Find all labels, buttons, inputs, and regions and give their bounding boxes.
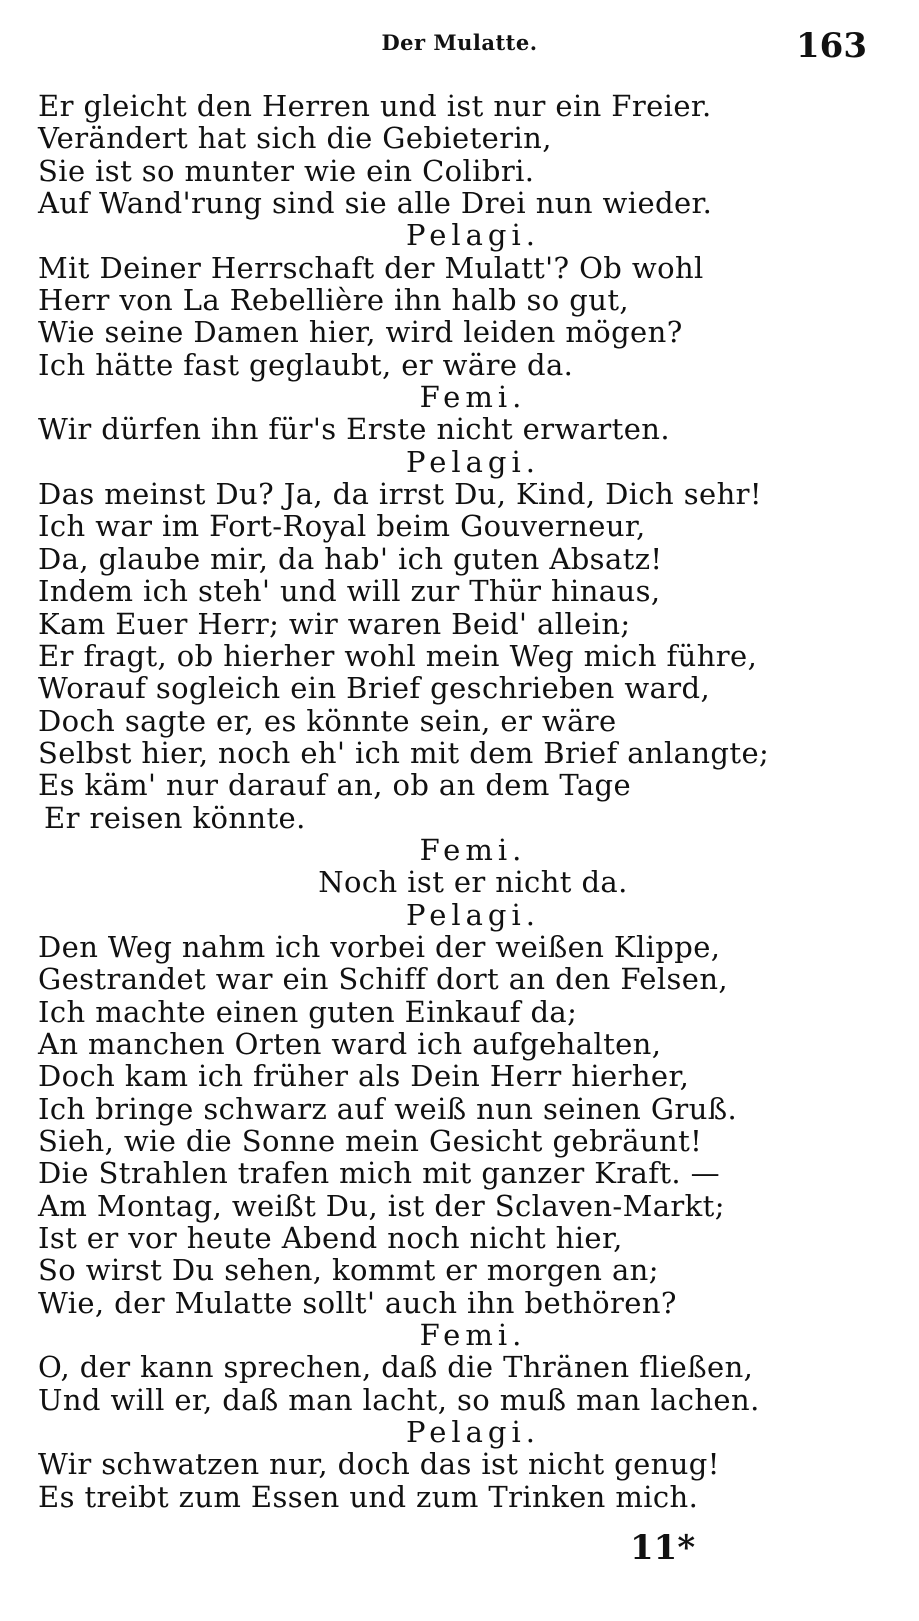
verse-line: Wir schwatzen nur, doch das ist nicht genug! xyxy=(38,1447,720,1482)
speaker-name: Femi. xyxy=(419,1318,527,1353)
verse-line: Sieh, wie die Sonne mein Gesicht gebräunt! xyxy=(38,1124,703,1158)
verse-line: Sie ist so munter wie ein Colibri. xyxy=(38,153,535,188)
verse-line: Verändert hat sich die Gebieterin, xyxy=(38,121,552,156)
verse-line: Wir dürfen ihn für's Erste nicht erwarten. xyxy=(38,412,670,447)
verse-line-centered: Noch ist er nicht da. xyxy=(318,865,628,900)
speaker-name: Pelagi. xyxy=(406,218,540,253)
running-title: Der Mulatte. xyxy=(381,30,538,55)
verse-line: O, der kann sprechen, daß die Thränen fließen, xyxy=(38,1350,754,1385)
page-number: 163 xyxy=(796,26,867,66)
verse-line: Es käm' nur darauf an, ob an dem Tage xyxy=(38,768,632,803)
verse-line: Ich bringe schwarz auf weiß nun seinen Gruß. xyxy=(38,1091,738,1126)
speaker-name: Pelagi. xyxy=(406,444,540,479)
verse-line: Den Weg nahm ich vorbei der weißen Klippe, xyxy=(38,929,721,964)
verse-line: Selbst hier, noch eh' ich mit dem Brief anlangte; xyxy=(38,735,770,770)
verse-line: Ich hätte fast geglaubt, er wäre da. xyxy=(38,347,574,382)
speaker-name: Pelagi. xyxy=(406,897,540,932)
verse-line: Kam Euer Herr; wir waren Beid' allein; xyxy=(38,606,631,641)
verse-line: Das meinst Du? Ja, da irrst Du, Kind, Dich sehr! xyxy=(38,477,762,512)
verse-line: Auf Wand'rung sind sie alle Drei nun wieder. xyxy=(38,186,713,221)
speaker-name: Femi. xyxy=(419,380,527,415)
verse-line: Da, glaube mir, da hab' ich guten Absatz! xyxy=(38,541,663,576)
verse-line: Worauf sogleich ein Brief geschrieben ward, xyxy=(38,671,711,706)
verse-line: Ich war im Fort-Royal beim Gouverneur, xyxy=(38,509,646,544)
speaker-name: Pelagi. xyxy=(406,1415,540,1450)
verse-line: Ist er vor heute Abend noch nicht hier, xyxy=(38,1221,623,1256)
verse-line: Herr von La Rebellière ihn halb so gut, xyxy=(38,283,629,318)
verse-line: Wie, der Mulatte sollt' auch ihn bethören? xyxy=(38,1285,677,1320)
verse-line: Wie seine Damen hier, wird leiden mögen? xyxy=(38,315,683,350)
verse-line: Indem ich steh' und will zur Thür hinaus, xyxy=(38,574,661,609)
verse-line: An manchen Orten ward ich aufgehalten, xyxy=(38,1026,662,1061)
signature-mark: 11* xyxy=(630,1528,696,1568)
speaker-name: Femi. xyxy=(419,832,527,867)
verse-line: Mit Deiner Herrschaft der Mulatt'? Ob wohl xyxy=(38,250,704,285)
verse-line: Und will er, daß man lacht, so muß man lachen. xyxy=(38,1382,760,1417)
verse-line: Die Strahlen trafen mich mit ganzer Kraft. — xyxy=(38,1156,721,1191)
verse-line: Er reisen könnte. xyxy=(44,800,306,835)
verse-line: Ich machte einen guten Einkauf da; xyxy=(38,994,578,1029)
play-text xyxy=(38,90,888,1513)
verse-line: Es treibt zum Essen und zum Trinken mich. xyxy=(38,1479,699,1514)
verse-line: Doch kam ich früher als Dein Herr hierher, xyxy=(38,1059,690,1094)
verse-line: Er fragt, ob hierher wohl mein Weg mich führe, xyxy=(38,638,758,673)
verse-line: Doch sagte er, es könnte sein, er wäre xyxy=(38,703,617,738)
verse-line: Er gleicht den Herren und ist nur ein Freier. xyxy=(38,89,712,123)
verse-line: So wirst Du sehen, kommt er morgen an; xyxy=(38,1253,659,1288)
verse-line: Gestrandet war ein Schiff dort an den Felsen, xyxy=(38,962,729,997)
verse-line: Am Montag, weißt Du, ist der Sclaven-Markt; xyxy=(38,1188,725,1223)
